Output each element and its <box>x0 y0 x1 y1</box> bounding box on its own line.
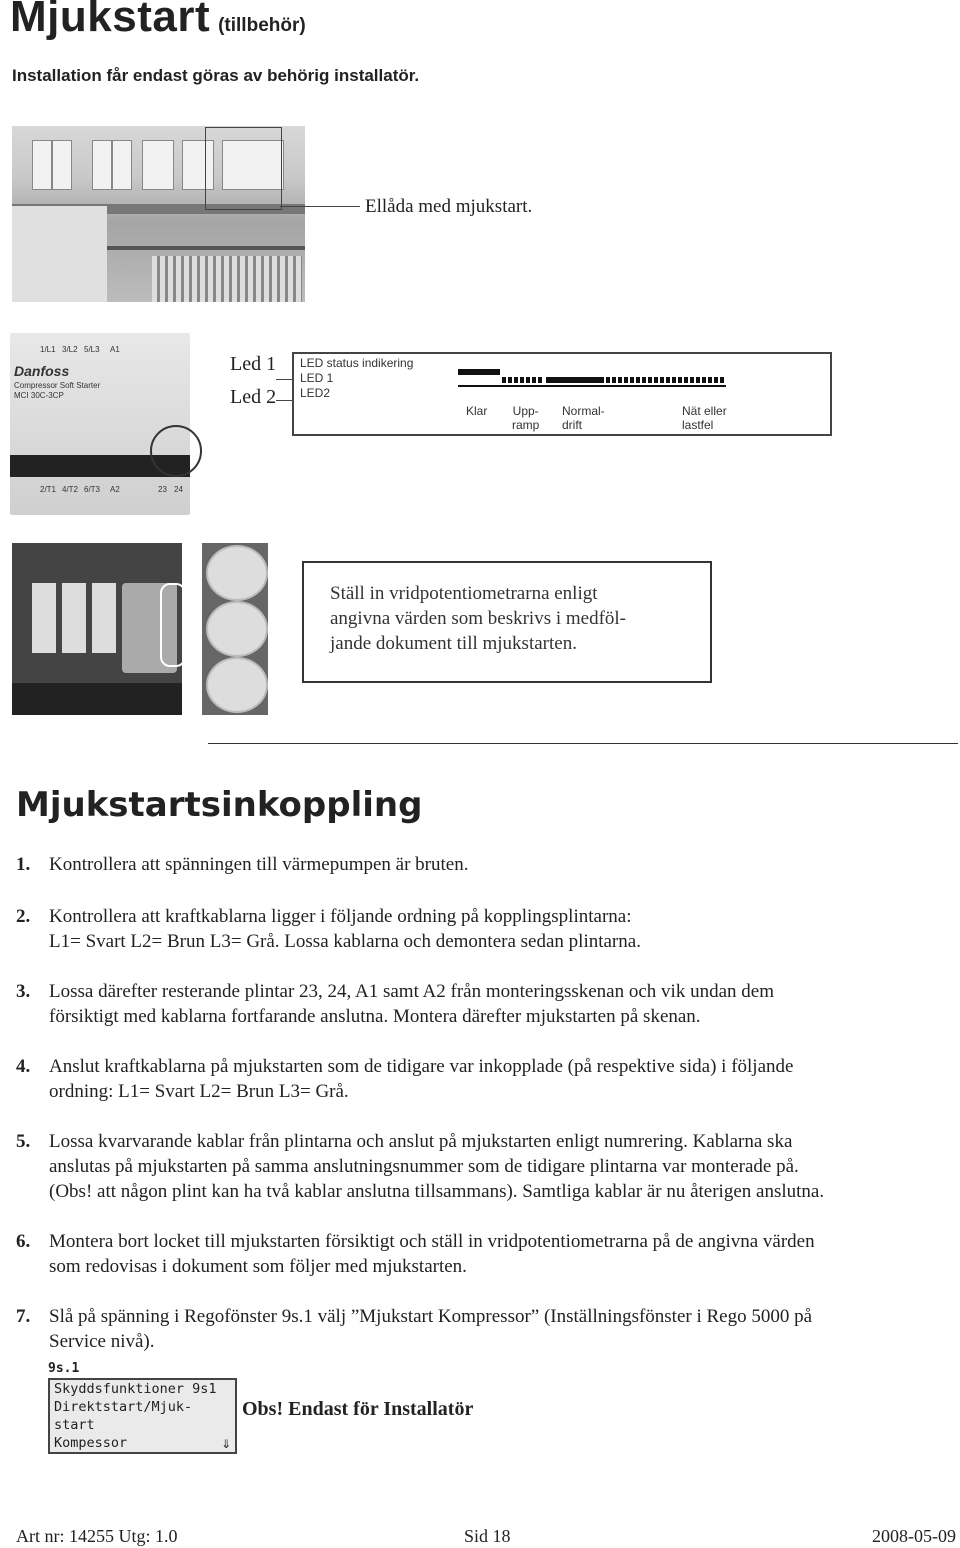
led2-row-label: LED2 <box>300 386 331 400</box>
step-text: ordning: L1= Svart L2= Brun L3= Grå. <box>49 1081 349 1102</box>
step-text: Slå på spänning i Regofönster 9s.1 välj ”Mjukstart Kompressor” (Inställningsfönster i Rego 5000 på <box>49 1306 813 1327</box>
title-subtitle: (tillbehör) <box>218 15 306 36</box>
step-number: 5. <box>16 1131 31 1152</box>
device-name: Compressor Soft Starter <box>14 381 101 390</box>
state-natfel: Nät eller lastfel <box>682 404 727 432</box>
footer-page: Sid 18 <box>464 1526 511 1546</box>
terminal-label: 4/T2 <box>62 485 79 494</box>
state-klar: Klar <box>466 404 488 418</box>
step-text: Montera bort locket till mjukstarten försiktigt och ställ in vridpotentiometrarna på de angivna värden <box>49 1231 815 1252</box>
note-line: angivna värden som beskrivs i medföl- <box>330 608 627 629</box>
lcd-line: Skyddsfunktioner 9s1 <box>54 1381 217 1397</box>
step-text: Service nivå). <box>49 1331 155 1352</box>
step-text: (Obs! att någon plint kan ha två kablar anslutna tillsammans). Samtliga kablar är nu återigen anslutna. <box>49 1181 825 1202</box>
terminal-label: 1/L1 <box>40 345 56 354</box>
step-text: Anslut kraftkablarna på mjukstarten som de tidigare var inkopplade (på respektive sida) i följande <box>49 1056 794 1077</box>
potentiometer-dials-photo <box>202 543 268 715</box>
potentiometer-dial <box>206 601 268 657</box>
footer-date: 2008-05-09 <box>872 1526 956 1546</box>
section-divider <box>208 743 958 744</box>
step-text: försiktigt med kablarna fortfarande anslutna. Montera därefter mjukstarten på skenan. <box>49 1006 701 1027</box>
soft-starter-photo <box>10 333 190 515</box>
terminal-label: A1 <box>110 345 120 354</box>
terminal-label: 2/T1 <box>40 485 57 494</box>
lcd-display <box>48 1378 237 1454</box>
step-text: som redovisas i dokument som följer med mjukstarten. <box>49 1256 467 1277</box>
terminal-label: 5/L3 <box>84 345 100 354</box>
terminal-label: A2 <box>110 485 120 494</box>
step-text: Lossa därefter resterande plintar 23, 24, A1 samt A2 från monteringsskenan och vik undan dem <box>49 981 774 1002</box>
potentiometer-dial <box>206 657 268 713</box>
soft-starter-callout-frame <box>205 127 282 210</box>
step-text: L1= Svart L2= Brun L3= Grå. Lossa kablarna och demontera sedan plintarna. <box>49 931 641 952</box>
lcd-line: Kompessor <box>54 1435 128 1451</box>
lcd-line: start <box>54 1417 95 1433</box>
led2-leader-line <box>276 400 292 401</box>
step-number: 6. <box>16 1231 31 1252</box>
step-number: 1. <box>16 854 31 875</box>
lcd-window-label: 9s.1 <box>48 1361 80 1376</box>
led-baseline <box>458 385 726 387</box>
step-text: Kontrollera att spänningen till värmepumpen är bruten. <box>49 854 469 875</box>
step-number: 4. <box>16 1056 31 1077</box>
device-model: MCI 30C-3CP <box>14 391 64 400</box>
terminal-label: 23 <box>158 485 167 494</box>
led-highlight-circle <box>150 425 202 477</box>
step-number: 7. <box>16 1306 31 1327</box>
step-number: 3. <box>16 981 31 1002</box>
page-title <box>10 0 306 42</box>
led2-label: Led 2 <box>230 386 277 408</box>
terminal-label: 24 <box>174 485 183 494</box>
step-text: Lossa kvarvarande kablar från plintarna och anslut på mjukstarten enligt numrering. Kablarna ska <box>49 1131 793 1152</box>
lcd-line: Direktstart/Mjuk- <box>54 1399 193 1415</box>
step-text: Kontrollera att kraftkablarna ligger i följande ordning på kopplingsplintarna: <box>49 906 632 927</box>
led-status-heading: LED status indikering <box>300 356 414 370</box>
led-pattern-normaldrift <box>546 377 604 383</box>
led1-label: Led 1 <box>230 353 277 375</box>
state-normaldrift: Normal- drift <box>562 404 605 432</box>
led-pattern-klar <box>458 369 500 375</box>
potentiometer-dial <box>206 545 268 601</box>
led1-leader-line <box>276 379 292 380</box>
state-uppramp: Upp- ramp <box>512 404 540 432</box>
figure1-caption: Ellåda med mjukstart. <box>365 196 533 217</box>
circuit-board-photo <box>12 543 182 715</box>
brand-logo: Danfoss <box>14 363 70 379</box>
led-pattern-fel <box>606 377 726 383</box>
installer-only-note: Obs! Endast för Installatör <box>242 1398 474 1420</box>
note-line: Ställ in vridpotentiometrarna enligt <box>330 583 598 604</box>
step-number: 2. <box>16 906 31 927</box>
led-status-box <box>292 352 832 436</box>
step-text: anslutas på mjukstarten på samma anslutningsnummer som de tidigare plintarna var monterade på. <box>49 1156 799 1177</box>
note-line: jande dokument till mjukstarten. <box>330 633 577 654</box>
down-arrow-icon: ⇓ <box>221 1433 231 1452</box>
led1-row-label: LED 1 <box>300 371 334 385</box>
terminal-label: 6/T3 <box>84 485 101 494</box>
footer-article: Art nr: 14255 Utg: 1.0 <box>16 1526 178 1546</box>
potentiometer-note-box <box>302 561 712 683</box>
installer-warning: Installation får endast göras av behörig installatör. <box>12 66 420 85</box>
terminal-label: 3/L2 <box>62 345 78 354</box>
title-text: Mjukstart <box>10 0 211 41</box>
led-pattern-uppramp <box>502 377 544 383</box>
section-title: Mjukstartsinkoppling <box>16 785 423 825</box>
callout-leader-line <box>280 206 360 207</box>
